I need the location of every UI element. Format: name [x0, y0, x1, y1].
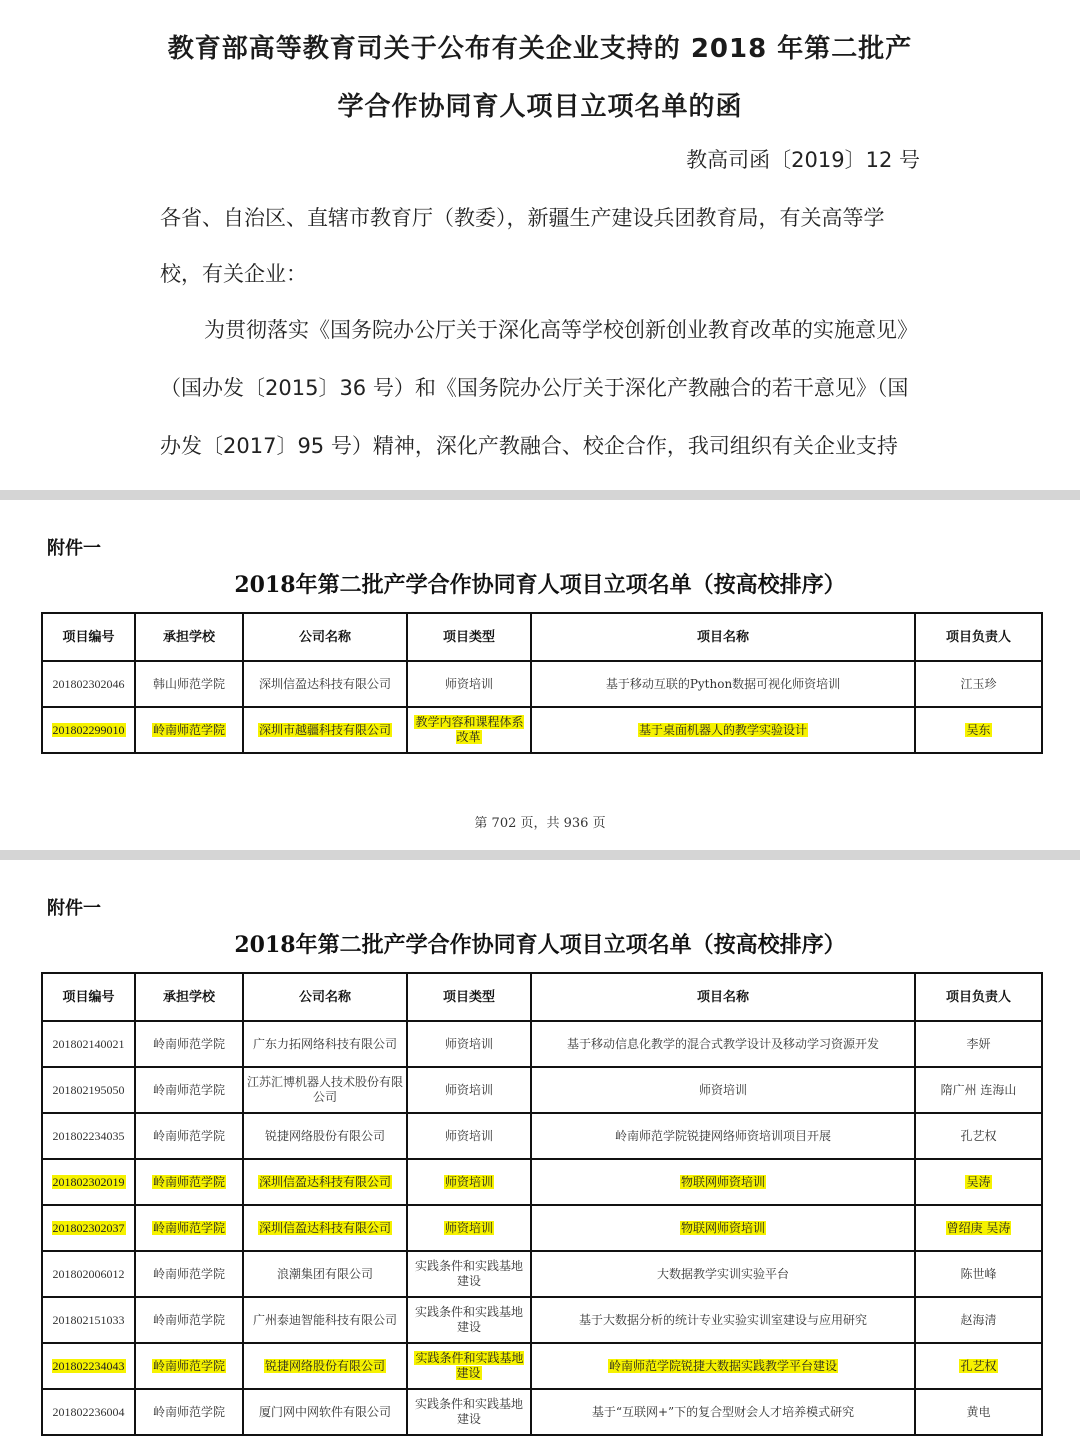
- header-project-id: 项目编号: [42, 973, 135, 1021]
- letter-paragraph-2: 校，有关企业：: [160, 262, 307, 286]
- cell-project-name-text: 师资培训: [698, 1082, 747, 1097]
- header-project-type: 项目类型: [407, 613, 531, 661]
- cell-project-type-text: 师资培训: [444, 1174, 493, 1189]
- table-row: [42, 661, 1042, 707]
- cell-project-type-text: 实践条件和实践基地建设: [414, 1397, 523, 1426]
- cell-project-name: [531, 1297, 915, 1343]
- cell-school: [135, 1251, 243, 1297]
- table-row-highlighted: [42, 707, 1042, 753]
- cell-company-text: 锐捷网络股份有限公司: [264, 1128, 385, 1143]
- cell-school-text: 韩山师范学院: [152, 676, 225, 691]
- cell-project-id: [42, 1067, 135, 1113]
- table-header-row: [42, 613, 1042, 661]
- header-project-name: 项目名称: [531, 973, 915, 1021]
- cell-company-text: 厦门网中网软件有限公司: [258, 1404, 391, 1419]
- cell-school: [135, 1159, 243, 1205]
- cell-project-type-text: 师资培训: [444, 1220, 493, 1235]
- cell-project-type-text: 师资培训: [444, 1128, 493, 1143]
- cell-project-id-text: 201802299010: [52, 722, 125, 737]
- cell-project-leader: [915, 1205, 1042, 1251]
- cell-project-name-text: 基于移动信息化教学的混合式教学设计及移动学习资源开发: [566, 1036, 879, 1051]
- cell-project-type-text: 实践条件和实践基地建设: [415, 1351, 524, 1380]
- cell-school-text: 岭南师范学院: [152, 1174, 225, 1189]
- cell-project-type-text: 教学内容和课程体系改革: [415, 715, 524, 744]
- cell-project-id-text: 201802234043: [52, 1358, 125, 1373]
- header-school: 承担学校: [135, 973, 243, 1021]
- cell-school-text: 岭南师范学院: [152, 1358, 225, 1373]
- letter-paragraph-3: 为贯彻落实《国务院办公厅关于深化高等学校创新创业教育改革的实施意见》: [204, 318, 918, 342]
- cell-project-leader-text: 孔艺权: [960, 1128, 997, 1143]
- table-row: [42, 1297, 1042, 1343]
- page-separator: [0, 850, 1080, 860]
- cell-project-type: [407, 1205, 531, 1251]
- cell-project-id: [42, 1021, 135, 1067]
- cell-company: [243, 707, 407, 753]
- list-title: 2018年第二批产学合作协同育人项目立项名单（按高校排序）: [234, 932, 846, 958]
- cell-project-leader: [915, 1251, 1042, 1297]
- cell-project-type: [407, 661, 531, 707]
- cell-project-leader: [915, 1389, 1042, 1435]
- letter-paragraph-5: 办发〔2017〕95 号）精神，深化产教融合、校企合作，我司组织有关企业支持: [160, 434, 898, 458]
- cell-company-text: 深圳信盈达科技有限公司: [258, 1174, 391, 1189]
- cell-school: [135, 707, 243, 753]
- cell-company-text: 广东力拓网络科技有限公司: [252, 1036, 397, 1051]
- cell-project-id: [42, 1343, 135, 1389]
- cell-company: [243, 1021, 407, 1067]
- cell-school-text: 岭南师范学院: [152, 1266, 225, 1281]
- cell-company: [243, 1205, 407, 1251]
- cell-school: [135, 661, 243, 707]
- table-row-highlighted: [42, 1205, 1042, 1251]
- cell-project-leader-text: 吴东: [966, 722, 991, 737]
- document-page-703: [0, 860, 1080, 1440]
- cell-company: [243, 1113, 407, 1159]
- cell-school: [135, 1021, 243, 1067]
- cell-school-text: 岭南师范学院: [152, 1082, 225, 1097]
- cell-project-type: [407, 1251, 531, 1297]
- cell-school: [135, 1113, 243, 1159]
- letter-title-line1: 教育部高等教育司关于公布有关企业支持的 2018 年第二批产: [167, 34, 913, 64]
- document-page-702: [0, 500, 1080, 850]
- attachment-label: 附件一: [47, 898, 101, 919]
- document-number: 教高司函〔2019〕12 号: [686, 148, 920, 172]
- cell-company: [243, 1297, 407, 1343]
- cell-project-id-text: 201802302019: [52, 1174, 125, 1189]
- cell-project-id: [42, 1251, 135, 1297]
- cell-project-name-text: 物联网师资培训: [680, 1174, 765, 1189]
- cell-project-name-text: 岭南师范学院锐捷网络师资培训项目开展: [614, 1128, 831, 1143]
- header-school: 承担学校: [135, 613, 243, 661]
- letter-section: [0, 0, 1080, 490]
- cell-project-type-text: 师资培训: [444, 1036, 493, 1051]
- cell-school-text: 岭南师范学院: [152, 1036, 225, 1051]
- cell-company-text: 深圳市越疆科技有限公司: [258, 722, 391, 737]
- cell-company: [243, 661, 407, 707]
- cell-school-text: 岭南师范学院: [152, 1220, 225, 1235]
- table-body: [42, 661, 1042, 753]
- cell-company-text: 深圳信盈达科技有限公司: [258, 1220, 391, 1235]
- table-body: [42, 1021, 1042, 1435]
- header-company: 公司名称: [243, 613, 407, 661]
- cell-project-name: [531, 1067, 915, 1113]
- header-project-leader: 项目负责人: [915, 613, 1042, 661]
- header-company: 公司名称: [243, 973, 407, 1021]
- cell-company: [243, 1067, 407, 1113]
- cell-project-type: [407, 1159, 531, 1205]
- cell-project-leader-text: 陈世峰: [960, 1266, 997, 1281]
- page-separator: [0, 490, 1080, 500]
- cell-project-type: [407, 1021, 531, 1067]
- cell-project-leader-text: 吴涛: [966, 1174, 991, 1189]
- cell-project-leader-text: 孔艺权: [960, 1358, 997, 1373]
- table-row: [42, 1021, 1042, 1067]
- cell-project-name: [531, 1113, 915, 1159]
- cell-company: [243, 1251, 407, 1297]
- table-row-highlighted: [42, 1159, 1042, 1205]
- cell-project-leader: [915, 1297, 1042, 1343]
- cell-project-name-text: 基于桌面机器人的教学实验设计: [638, 722, 807, 737]
- cell-project-leader: [915, 1021, 1042, 1067]
- cell-project-name-text: 基于大数据分析的统计专业实验实训室建设与应用研究: [578, 1312, 867, 1327]
- cell-project-leader-text: 曾绍庚 吴涛: [946, 1220, 1011, 1235]
- cell-project-type: [407, 1297, 531, 1343]
- letter-paragraph-1: 各省、自治区、直辖市教育厅（教委），新疆生产建设兵团教育局，有关高等学: [160, 206, 885, 230]
- cell-project-name-text: 岭南师范学院锐捷大数据实践教学平台建设: [608, 1358, 837, 1373]
- cell-project-id: [42, 1389, 135, 1435]
- cell-project-id: [42, 1205, 135, 1251]
- cell-company: [243, 1389, 407, 1435]
- cell-project-leader: [915, 1113, 1042, 1159]
- header-project-type: 项目类型: [407, 973, 531, 1021]
- cell-project-leader-text: 李妍: [966, 1036, 991, 1051]
- table-row-highlighted: [42, 1343, 1042, 1389]
- cell-project-name: [531, 1021, 915, 1067]
- cell-company-text: 广州泰迪智能科技有限公司: [252, 1312, 397, 1327]
- cell-project-id-text: 201802234035: [52, 1128, 125, 1143]
- cell-project-id-text: 201802302046: [52, 676, 125, 691]
- cell-project-name-text: 基于“互联网+”下的复合型财会人才培养模式研究: [591, 1404, 855, 1419]
- cell-project-leader: [915, 1067, 1042, 1113]
- cell-project-name-text: 大数据教学实训实验平台: [656, 1266, 789, 1281]
- cell-project-leader: [915, 707, 1042, 753]
- cell-school: [135, 1067, 243, 1113]
- cell-school-text: 岭南师范学院: [152, 1128, 225, 1143]
- cell-project-name: [531, 1389, 915, 1435]
- cell-school: [135, 1343, 243, 1389]
- cell-school-text: 岭南师范学院: [152, 1312, 225, 1327]
- cell-project-name: [531, 707, 915, 753]
- cell-company-text: 锐捷网络股份有限公司: [264, 1358, 385, 1373]
- cell-project-leader: [915, 661, 1042, 707]
- cell-project-id-text: 201802151033: [52, 1312, 125, 1327]
- cell-project-leader-text: 隋广州 连海山: [940, 1082, 1017, 1097]
- letter-title-line2: 学合作协同育人项目立项名单的函: [337, 92, 743, 122]
- list-title: 2018年第二批产学合作协同育人项目立项名单（按高校排序）: [234, 572, 846, 598]
- letter-paragraph-4: （国办发〔2015〕36 号）和《国务院办公厅关于深化产教融合的若干意见》（国: [160, 376, 909, 400]
- cell-project-id-text: 201802195050: [52, 1082, 125, 1097]
- cell-project-name-text: 物联网师资培训: [680, 1220, 765, 1235]
- table-row: [42, 1113, 1042, 1159]
- cell-school: [135, 1389, 243, 1435]
- table-row: [42, 1067, 1042, 1113]
- cell-project-type: [407, 1113, 531, 1159]
- cell-project-id-text: 201802006012: [52, 1266, 125, 1281]
- project-table: [41, 612, 1043, 754]
- header-project-name: 项目名称: [531, 613, 915, 661]
- cell-project-id-text: 201802302037: [52, 1220, 125, 1235]
- cell-project-name: [531, 1343, 915, 1389]
- cell-project-name: [531, 1251, 915, 1297]
- cell-project-type: [407, 1067, 531, 1113]
- table-row: [42, 1389, 1042, 1435]
- cell-project-type-text: 实践条件和实践基地建设: [414, 1305, 523, 1334]
- cell-project-type-text: 实践条件和实践基地建设: [414, 1259, 523, 1288]
- cell-project-leader-text: 江玉珍: [960, 676, 997, 691]
- table-row: [42, 1251, 1042, 1297]
- cell-project-leader: [915, 1159, 1042, 1205]
- cell-project-name: [531, 1205, 915, 1251]
- cell-company-text: 江苏汇博机器人技术股份有限公司: [247, 1075, 404, 1104]
- cell-project-leader: [915, 1343, 1042, 1389]
- cell-school-text: 岭南师范学院: [152, 722, 225, 737]
- cell-project-id: [42, 707, 135, 753]
- cell-company-text: 深圳信盈达科技有限公司: [258, 676, 391, 691]
- cell-project-name: [531, 1159, 915, 1205]
- page-footer: 第 702 页，共 936 页: [474, 816, 606, 831]
- cell-project-name: [531, 661, 915, 707]
- cell-school: [135, 1205, 243, 1251]
- cell-project-type-text: 师资培训: [444, 1082, 493, 1097]
- header-project-id: 项目编号: [42, 613, 135, 661]
- cell-school-text: 岭南师范学院: [152, 1404, 225, 1419]
- table-header-row: [42, 973, 1042, 1021]
- cell-school: [135, 1297, 243, 1343]
- cell-project-type: [407, 1389, 531, 1435]
- cell-project-id: [42, 1159, 135, 1205]
- cell-project-type: [407, 1343, 531, 1389]
- cell-project-id: [42, 661, 135, 707]
- cell-project-type: [407, 707, 531, 753]
- cell-project-leader-text: 赵海清: [960, 1312, 997, 1327]
- attachment-label: 附件一: [47, 538, 101, 559]
- cell-project-leader-text: 黄电: [966, 1404, 991, 1419]
- cell-project-id: [42, 1113, 135, 1159]
- cell-company-text: 浪潮集团有限公司: [276, 1266, 373, 1281]
- cell-project-name-text: 基于移动互联的Python数据可视化师资培训: [605, 676, 841, 691]
- cell-project-id: [42, 1297, 135, 1343]
- cell-project-id-text: 201802140021: [52, 1036, 125, 1051]
- cell-project-type-text: 师资培训: [444, 676, 493, 691]
- cell-company: [243, 1343, 407, 1389]
- project-table: [41, 972, 1043, 1436]
- header-project-leader: 项目负责人: [915, 973, 1042, 1021]
- cell-project-id-text: 201802236004: [52, 1404, 125, 1419]
- cell-company: [243, 1159, 407, 1205]
